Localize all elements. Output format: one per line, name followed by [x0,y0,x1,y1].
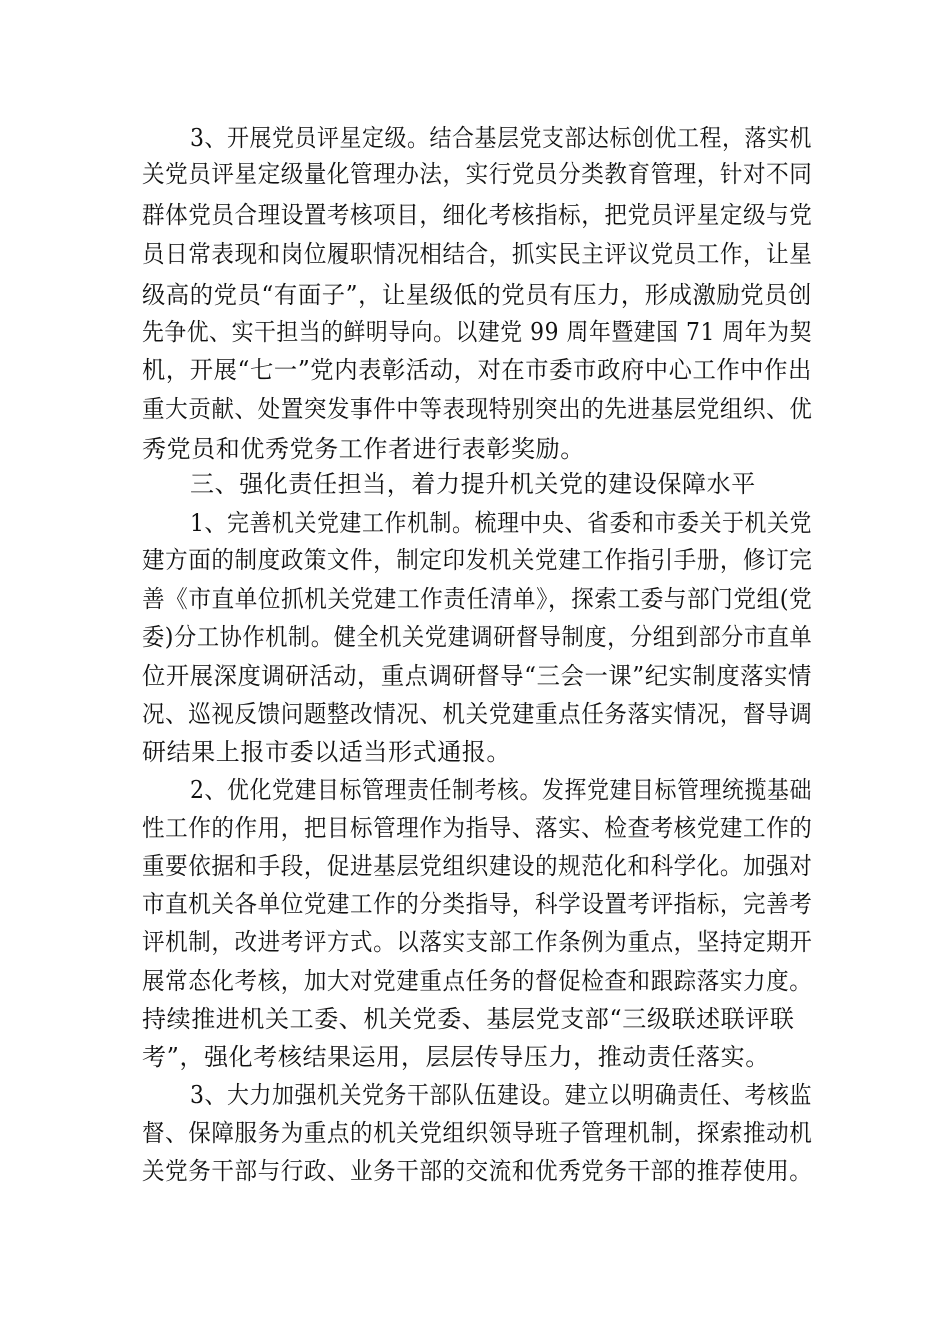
paragraph-line: 秀党员和优秀党务工作者进行表彰奖励。 [142,435,585,463]
paragraph-line: 市直机关各单位党建工作的分类指导，科学设置考评指标，完善考 [142,890,813,918]
paragraph-line: 级高的党员“有面子”，让星级低的党员有压力，形成激励党员创 [142,281,812,309]
section-heading: 三、强化责任担当，着力提升机关党的建设保障水平 [190,470,756,498]
paragraph-line: 群体党员合理设置考核项目，细化考核指标，把党员评星定级与党 [142,201,813,229]
paragraph-line: 重大贡献、处置突发事件中等表现特别突出的先进基层党组织、优 [142,395,813,423]
paragraph-line: 持续推进机关工委、机关党委、基层党支部“三级联述联评联 [142,1005,795,1033]
paragraph-line: 考”，强化考核结果运用，层层传导压力，推动责任落实。 [142,1043,770,1071]
paragraph-line: 展常态化考核，加大对党建重点任务的督促检查和跟踪落实力度。 [142,967,813,995]
paragraph-line: 研结果上报市委以适当形式通报。 [142,738,511,766]
paragraph-line: 委)分工协作机制。健全机关党建调研督导制度，分组到部分市直单 [142,623,813,651]
paragraph-line: 关党务干部与行政、业务干部的交流和优秀党务干部的推荐使用。 [142,1157,813,1185]
paragraph-line: 员日常表现和岗位履职情况相结合，抓实民主评议党员工作，让星 [142,240,813,268]
paragraph-line: 3、大力加强机关党务干部队伍建设。建立以明确责任、考核监 [190,1081,813,1109]
paragraph-line: 性工作的作用，把目标管理作为指导、落实、检查考核党建工作的 [142,814,813,842]
paragraph-line: 善《市直单位抓机关党建工作责任清单》，探索工委与部门党组(党 [142,585,813,613]
paragraph-line: 况、巡视反馈问题整改情况、机关党建重点任务落实情况，督导调 [142,700,813,728]
paragraph-line: 督、保障服务为重点的机关党组织领导班子管理机制，探索推动机 [142,1119,813,1147]
paragraph-line: 2、优化党建目标管理责任制考核。发挥党建目标管理统揽基础 [190,776,813,804]
paragraph-line: 3、开展党员评星定级。结合基层党支部达标创优工程，落实机 [190,124,813,152]
paragraph-line: 重要依据和手段，促进基层党组织建设的规范化和科学化。加强对 [142,852,813,880]
paragraph-line: 位开展深度调研活动，重点调研督导“三会一课”纪实制度落实情 [142,662,812,690]
paragraph-line: 先争优、实干担当的鲜明导向。以建党 99 周年暨建国 71 周年为契 [142,318,812,346]
paragraph-line: 机，开展“七一”党内表彰活动，对在市委市政府中心工作中作出 [142,356,812,384]
paragraph-line: 评机制，改进考评方式。以落实支部工作条例为重点，坚持定期开 [142,928,813,956]
paragraph-line: 1、完善机关党建工作机制。梳理中央、省委和市委关于机关党 [190,509,813,537]
paragraph-line: 建方面的制度政策文件，制定印发机关党建工作指引手册，修订完 [142,546,813,574]
paragraph-line: 关党员评星定级量化管理办法，实行党员分类教育管理，针对不同 [142,160,813,188]
